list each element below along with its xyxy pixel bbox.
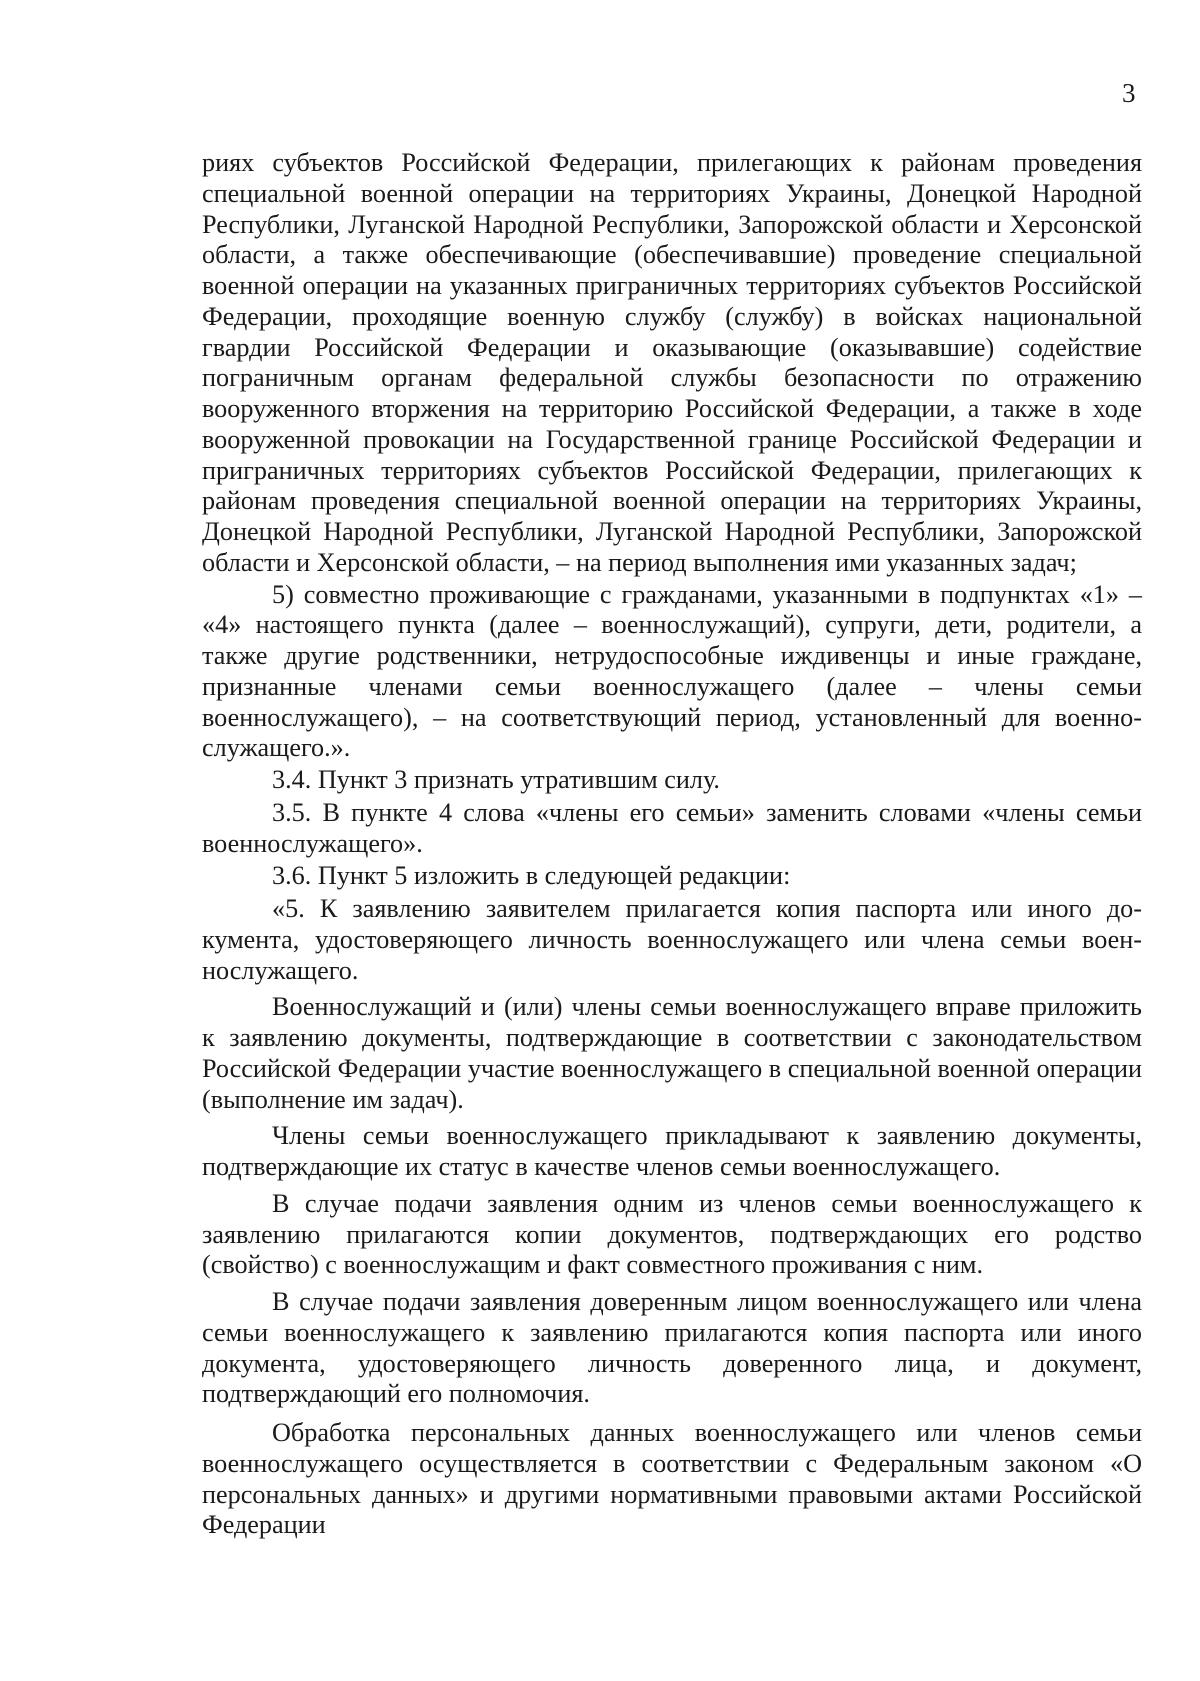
paragraph-personal-data: Обработка персональных данных военнослужащего или членов семьи военнослужащего осуществляется в соответствии с Федеральным законом «О персональных данных» и другими нормативными правовыми актами Российской Федерации [202, 1418, 1142, 1540]
paragraph-3-4: 3.4. Пункт 3 признать утратившим силу. [272, 765, 720, 794]
paragraph-3-6: 3.6. Пункт 5 изложить в следующей редакции: [272, 861, 791, 891]
page-number: 3 [1122, 78, 1136, 108]
paragraph-family-documents: Члены семьи военнослужащего прикладывают к заявлению документы, подтверждающие их статус в качестве членов семьи военнослужащего. [202, 1121, 1142, 1181]
paragraph-item-5: 5) совместно проживающие с гражданами, указанными в подпунктах «1» – «4» настоящего пункта (далее – военнослужащий), супруги, дети, родители, а также другие родственники, нетрудоспособные иждивенцы и иные граждане, признанные членами семьи военнослужащего (далее – члены семьи военнослужащего), – на соответствующий период, установленный для военнослужащего.». [202, 579, 1142, 763]
paragraph-quote-5: «5. К заявлению заявителем прилагается копия паспорта или иного документа, удостоверяющего личность военнослужащего или члена семьи военнослужащего. [202, 894, 1142, 985]
paragraph-continuation: риях субъектов Российской Федерации, прилегающих к районам проведения специальной военной операции на территориях Украины, Донецкой Народной Республики, Луганской Народной Республики, Запорожской области и Херсонской области, а также обеспечивающие (обеспечивавшие) проведение специальной военной операции на указанных приграничных территориях субъектов Российской Федерации, проходящие военную службу (службу) в войсках национальной гвардии Российской Федерации и оказывающие (оказывавшие) содействие пограничным органам федеральной службы безопасности по отражению вооруженного вторжения на территорию Российской Федерации, а также в ходе вооруженной провокации на Государственной границе Российской Федерации и приграничных территориях субъектов Российской Федерации, прилегающих к районам проведения специальной военной операции на территориях Украины, Донецкой Народной Республики, Луганской Народной Республики, Запорожской области и Херсонской области, – на период выполнения ими указанных задач; [202, 148, 1142, 577]
paragraph-3-5: 3.5. В пункте 4 слова «члены его семьи» заменить словами «члены семьи военнослужащего». [202, 797, 1142, 858]
paragraph-attachments: Военнослужащий и (или) члены семьи военнослужащего вправе приложить к заявлению документы, подтверждающие в соответствии с законодательством Российской Федерации участие военнослужащего в специальной военной операции (выполнение им задач). [202, 992, 1142, 1114]
paragraph-kinship: В случае подачи заявления одним из членов семьи военнослужащего к заявлению прилагаются копии документов, подтверждающих его родство (свойство) с военнослужащим и факт совместного проживания с ним. [202, 1188, 1142, 1280]
paragraph-proxy: В случае подачи заявления доверенным лицом военнослужащего или члена семьи военнослужащего к заявлению прилагаются копия паспорта или иного документа, удостоверяющего личность доверенного лица, и документ, подтверждающий его полномочия. [202, 1287, 1142, 1409]
document-body [202, 148, 1142, 1541]
